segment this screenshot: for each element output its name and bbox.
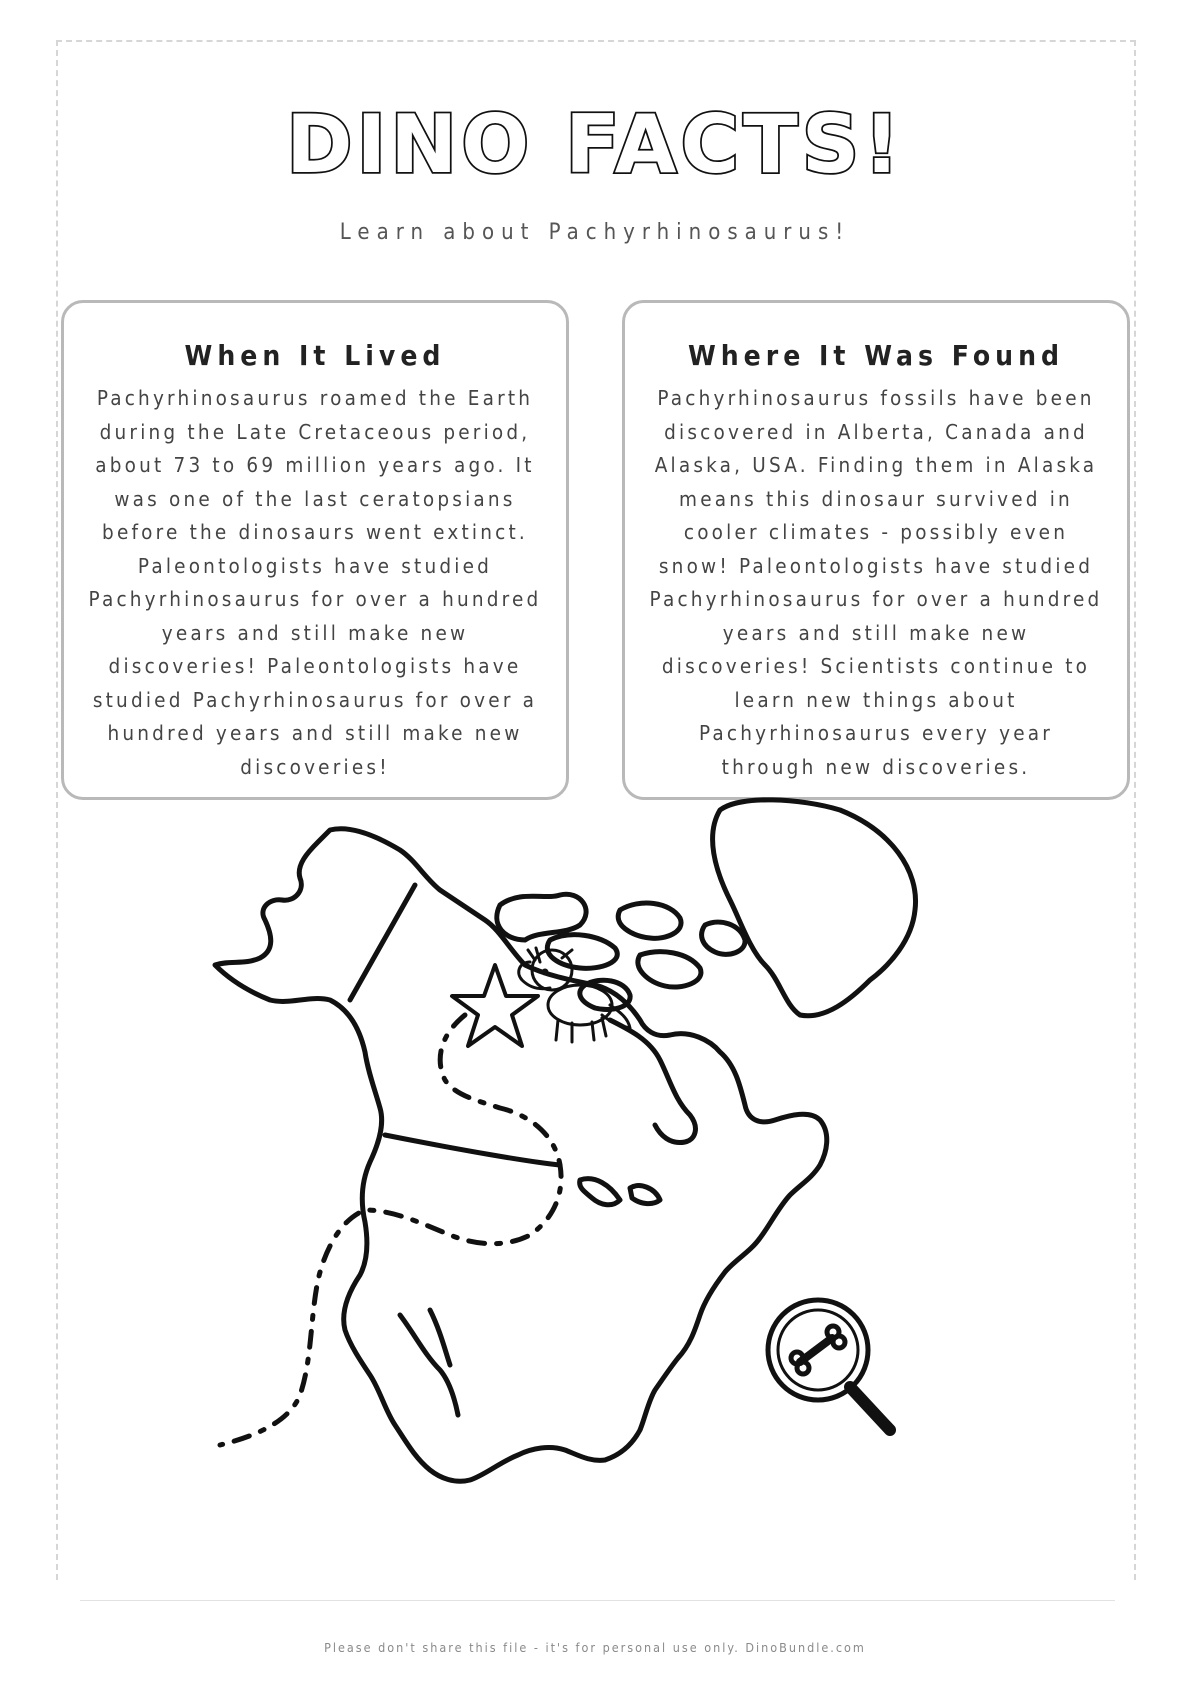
when-it-lived-text: Pachyrhinosaurus roamed the Earth during the Late Cretaceous period, about 73 to 69 million years ago. It was one of the last ceratopsians before the dinosaurs went extinct. Paleontologists have studied Pachyrhinosaurus for over a hundred years and still make new discoveries! Paleontologists have studied Pachyrhinosaurus for over a hundred years and still make new discoveries! [88, 386, 542, 779]
alaska-border [350, 885, 415, 1000]
where-found-heading: Where It Was Found [687, 339, 1065, 372]
star-icon [452, 965, 538, 1046]
arctic-islands [497, 894, 745, 1009]
hudson-bay [610, 1020, 695, 1143]
canada-usa-border [385, 1135, 560, 1165]
when-it-lived-card [61, 300, 569, 800]
page-title-text: DINO FACTS! [286, 98, 904, 186]
footer-notice: Please don't share this file - it's for personal use only. DinoBundle.com [324, 1640, 866, 1655]
when-it-lived-heading: When It Lived [184, 339, 446, 372]
page-title [0, 96, 1190, 186]
great-lakes [580, 1179, 660, 1205]
page-subtitle: Learn about Pachyrhinosaurus! [339, 220, 851, 245]
north-america-map [200, 790, 1000, 1585]
magnifier-bone-icon [768, 1300, 890, 1430]
mexico-outline [400, 1310, 458, 1415]
where-found-card [622, 300, 1130, 800]
greenland-outline [713, 800, 916, 1016]
dotted-path [220, 1015, 561, 1445]
where-found-text: Pachyrhinosaurus fossils have been discovered in Alberta, Canada and Alaska, USA. Finding them in Alaska means this dinosaur survived in cooler climates - possibly even snow! Paleontologists have studied Pachyrhinosaurus for over a hundred years and still make new discoveries! Scientists continue to learn new things about Pachyrhinosaurus every year through new discoveries. [649, 386, 1103, 779]
footer-divider [80, 1600, 1115, 1601]
